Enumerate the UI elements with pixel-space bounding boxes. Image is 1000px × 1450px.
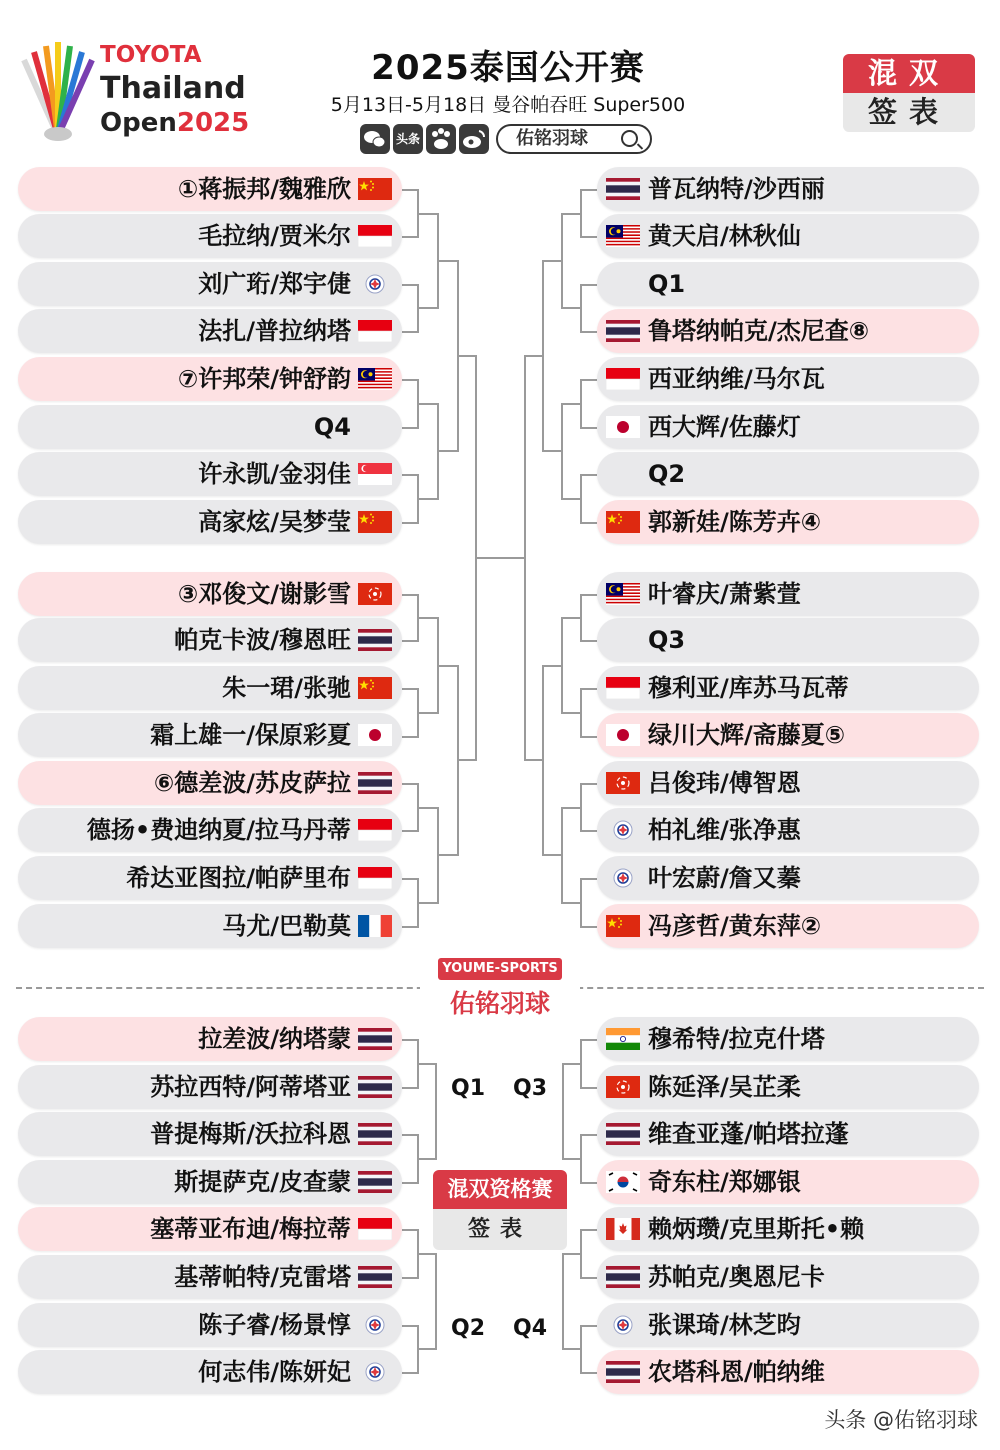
qualifier-slot-row (597, 452, 979, 496)
player-pair-name: ⑥德差波/苏皮萨拉 (153, 769, 351, 797)
flag-chinese-taipei-icon (358, 1314, 392, 1336)
flag-japan-icon (606, 416, 640, 438)
flag-thailand-icon (358, 1266, 392, 1288)
player-pair-name: Q3 (648, 626, 686, 654)
flag-indonesia-icon (358, 819, 392, 841)
player-pair-name: 冯彦哲/黄东萍② (648, 912, 822, 940)
player-pair-name: 苏拉西特/阿蒂塔亚 (150, 1073, 351, 1101)
player-pair-name: 法扎/普拉纳塔 (198, 317, 351, 345)
player-pair-name: 毛拉纳/贾米尔 (198, 222, 351, 250)
logo-line3: Open2025 (100, 108, 250, 138)
player-pair-name: 张课琦/林芝昀 (648, 1311, 801, 1339)
player-pair-name: 穆利亚/库苏马瓦蒂 (648, 674, 849, 702)
flag-thailand-icon (358, 1028, 392, 1050)
player-pair-row (597, 713, 979, 757)
player-pair-row (18, 1065, 402, 1109)
flag-france-icon (358, 915, 392, 937)
player-pair-row (18, 1303, 402, 1347)
player-pair-row (18, 1350, 402, 1394)
q3-label: Q3 (513, 1076, 548, 1101)
player-pair-row (597, 1017, 979, 1061)
player-pair-name: 何志伟/陈妍妃 (198, 1358, 351, 1386)
player-pair-row (597, 1160, 979, 1204)
player-pair-name: ①蒋振邦/魏雅欣 (177, 175, 351, 203)
player-pair-row (597, 808, 979, 852)
player-pair-row (18, 1255, 402, 1299)
flag-indonesia-icon (606, 368, 640, 390)
flag-malaysia-icon (358, 368, 392, 390)
toutiao-icon: 头条 (393, 124, 423, 154)
player-pair-row (597, 357, 979, 401)
player-pair-name: 马尤/巴勒莫 (222, 912, 351, 940)
player-pair-row (18, 808, 402, 852)
player-pair-row (18, 1017, 402, 1061)
player-pair-row (597, 572, 979, 616)
player-pair-row (597, 500, 979, 544)
flag-china-icon (358, 511, 392, 533)
flag-hongkong-icon (606, 1076, 640, 1098)
player-pair-row (18, 713, 402, 757)
player-pair-name: 普提梅斯/沃拉科恩 (150, 1120, 351, 1148)
player-pair-name: 郭新娃/陈芳卉④ (648, 508, 822, 536)
player-pair-name: 霜上雄一/保原彩夏 (150, 721, 351, 749)
flag-indonesia-icon (606, 677, 640, 699)
player-pair-row (18, 309, 402, 353)
player-pair-name: 鲁塔纳帕克/杰尼查⑧ (648, 317, 870, 345)
player-pair-row (597, 214, 979, 258)
flag-thailand-icon (358, 1076, 392, 1098)
player-pair-name: ⑦许邦荣/钟舒韵 (177, 365, 351, 393)
player-pair-name: 黄天启/林秋仙 (648, 222, 801, 250)
badge-draw: 签表 (843, 93, 975, 132)
player-pair-name: 苏帕克/奥恩尼卡 (648, 1263, 825, 1291)
qualifying-title: 混双资格赛 (433, 1170, 567, 1209)
player-pair-row (18, 618, 402, 662)
player-pair-row (597, 167, 979, 211)
player-pair-row (18, 904, 402, 948)
player-pair-name: 维查亚蓬/帕塔拉蓬 (648, 1120, 849, 1148)
q2-label: Q2 (451, 1316, 486, 1341)
flag-korea-icon (606, 1171, 640, 1193)
player-pair-name: 农塔科恩/帕纳维 (648, 1358, 825, 1386)
flag-hongkong-icon (358, 583, 392, 605)
player-pair-row (18, 357, 402, 401)
player-pair-name: 绿川大辉/斋藤夏⑤ (648, 721, 846, 749)
flag-indonesia-icon (358, 1218, 392, 1240)
player-pair-row (18, 167, 402, 211)
player-pair-row (18, 666, 402, 710)
flag-thailand-icon (606, 320, 640, 342)
flag-japan-icon (358, 724, 392, 746)
logo-brand: TOYOTA (100, 42, 202, 68)
player-pair-row (18, 761, 402, 805)
player-pair-row (18, 1112, 402, 1156)
player-pair-name: 基蒂帕特/克雷塔 (174, 1263, 351, 1291)
player-pair-row (597, 1255, 979, 1299)
player-pair-row (18, 262, 402, 306)
q1-label: Q1 (451, 1076, 486, 1101)
flag-thailand-icon (358, 629, 392, 651)
player-pair-row (597, 856, 979, 900)
player-pair-row (18, 572, 402, 616)
brand-logo-text: 佑铭羽球 (420, 984, 580, 1020)
flag-indonesia-icon (358, 320, 392, 342)
flag-hongkong-icon (606, 772, 640, 794)
page-subtitle: 5月13日-5月18日 曼谷帕吞旺 Super500 (330, 94, 686, 116)
flag-chinese-taipei-icon (606, 819, 640, 841)
player-pair-row (597, 1350, 979, 1394)
q4-label: Q4 (513, 1316, 548, 1341)
flag-chinese-taipei-icon (358, 273, 392, 295)
player-pair-name: 叶宏蔚/詹又蓁 (648, 864, 801, 892)
player-pair-name: 塞蒂亚布迪/梅拉蒂 (150, 1215, 351, 1243)
qualifier-slot-row (597, 262, 979, 306)
flag-indonesia-icon (358, 867, 392, 889)
flag-thailand-icon (358, 1171, 392, 1193)
flag-japan-icon (606, 724, 640, 746)
flag-singapore-icon (358, 463, 392, 485)
flag-thailand-icon (606, 1266, 640, 1288)
player-pair-name: 赖炳瓒/克里斯托•赖 (648, 1215, 865, 1243)
player-pair-name: ③邓俊文/谢影雪 (177, 580, 351, 608)
player-pair-row (18, 1160, 402, 1204)
player-pair-row (597, 1065, 979, 1109)
player-pair-row (597, 1112, 979, 1156)
qualifier-slot-row (18, 405, 402, 449)
flag-indonesia-icon (358, 225, 392, 247)
player-pair-row (18, 856, 402, 900)
player-pair-row (18, 214, 402, 258)
player-pair-row (18, 500, 402, 544)
player-pair-name: Q2 (648, 460, 686, 488)
player-pair-name: 叶睿庆/萧紫萱 (648, 580, 801, 608)
flag-china-icon (606, 915, 640, 937)
player-pair-name: 西亚纳维/马尔瓦 (648, 365, 825, 393)
player-pair-name: 刘广珩/郑宇倢 (198, 270, 351, 298)
flag-china-icon (358, 677, 392, 699)
player-pair-row (597, 405, 979, 449)
player-pair-name: 拉差波/纳塔蒙 (198, 1025, 351, 1053)
search-label: 佑铭羽球 (516, 128, 588, 149)
player-pair-name: 高家炫/吴梦莹 (198, 508, 351, 536)
player-pair-row (597, 904, 979, 948)
flag-china-icon (358, 178, 392, 200)
player-pair-name: 吕俊玮/傅智恩 (648, 769, 801, 797)
brand-logo-banner: YOUME-SPORTS (438, 958, 562, 980)
player-pair-row (18, 452, 402, 496)
player-pair-name: 陈子睿/杨景惇 (198, 1311, 351, 1339)
flag-chinese-taipei-icon (606, 1314, 640, 1336)
player-pair-name: 德扬•费迪纳夏/拉马丹蒂 (86, 816, 351, 844)
player-pair-name: 陈延泽/吴芷柔 (648, 1073, 801, 1101)
logo-line2: Thailand (100, 71, 246, 106)
player-pair-name: 普瓦纳特/沙西丽 (648, 175, 825, 203)
footer-credit: 头条 @佑铭羽球 (824, 1408, 978, 1432)
page-title: 2025泰国公开赛 (371, 48, 645, 88)
player-pair-name: Q4 (313, 413, 351, 441)
flag-canada-icon (606, 1218, 640, 1240)
flag-china-icon (606, 511, 640, 533)
badge-event: 混双 (843, 54, 975, 93)
qualifier-slot-row (597, 618, 979, 662)
flag-thailand-icon (606, 178, 640, 200)
player-pair-name: Q1 (648, 270, 686, 298)
qualifying-subtitle: 签表 (433, 1209, 567, 1250)
player-pair-row (597, 309, 979, 353)
player-pair-name: 许永凯/金羽佳 (198, 460, 351, 488)
player-pair-row (597, 666, 979, 710)
player-pair-name: 西大辉/佐藤灯 (648, 413, 801, 441)
flag-chinese-taipei-icon (358, 1361, 392, 1383)
player-pair-name: 斯提萨克/皮查蒙 (174, 1168, 351, 1196)
flag-thailand-icon (358, 772, 392, 794)
player-pair-name: 朱一珺/张驰 (222, 674, 351, 702)
flag-malaysia-icon (606, 225, 640, 247)
flag-chinese-taipei-icon (606, 867, 640, 889)
flag-thailand-icon (606, 1123, 640, 1145)
player-pair-row (597, 1303, 979, 1347)
flag-thailand-icon (358, 1123, 392, 1145)
player-pair-name: 希达亚图拉/帕萨里布 (126, 864, 351, 892)
player-pair-row (597, 761, 979, 805)
player-pair-name: 穆希特/拉克什塔 (648, 1025, 825, 1053)
flag-malaysia-icon (606, 583, 640, 605)
player-pair-name: 柏礼维/张净惠 (648, 816, 801, 844)
player-pair-row (597, 1207, 979, 1251)
player-pair-row (18, 1207, 402, 1251)
qualifying-badge (433, 1170, 567, 1250)
player-pair-name: 奇东柱/郑娜银 (648, 1168, 801, 1196)
player-pair-name: 帕克卡波/穆恩旺 (174, 626, 351, 654)
flag-thailand-icon (606, 1361, 640, 1383)
flag-india-icon (606, 1028, 640, 1050)
